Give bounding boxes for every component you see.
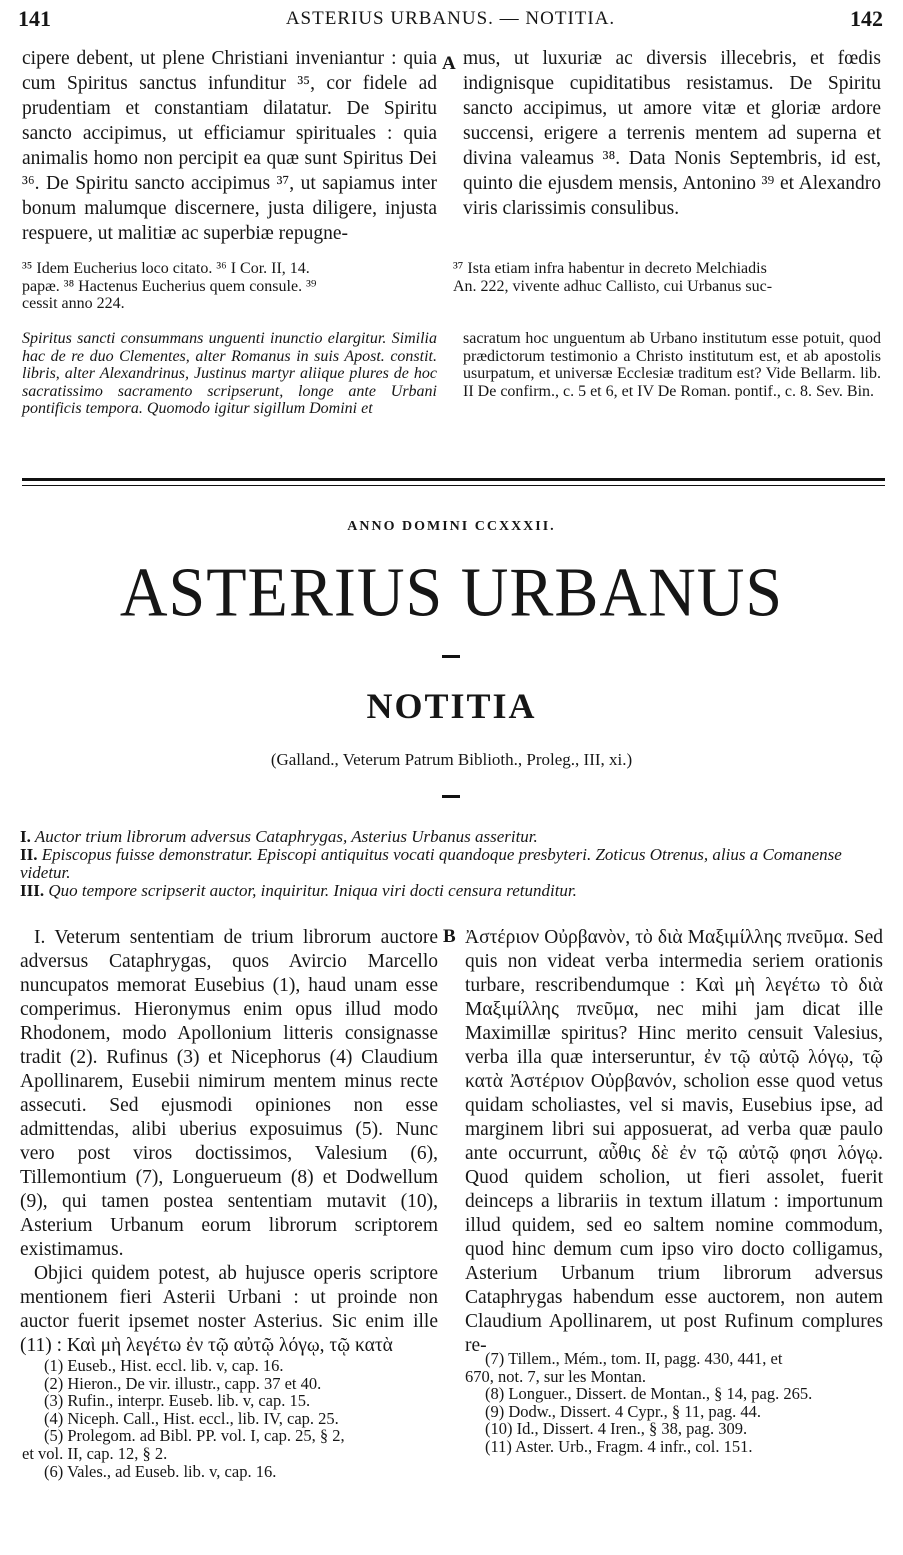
top-note-line: ³⁵ Idem Eucherius loco citato. ³⁶ I Cor. II, 14. — [22, 260, 310, 277]
top-notes-right — [453, 260, 883, 295]
footnote: (3) Rufin., interpr. Euseb. lib. v, cap. 15. — [44, 1391, 311, 1411]
subtitle: NOTITIA — [366, 686, 537, 726]
footnote: (5) Prolegom. ad Bibl. PP. vol. I, cap. 25, § 2, — [44, 1426, 345, 1446]
top-note-line: cessit anno 224. — [22, 295, 125, 312]
top-left-column — [22, 46, 437, 246]
footnote: (10) Id., Dissert. 4 Iren., § 38, pag. 309. — [485, 1419, 748, 1439]
body-right-column — [465, 926, 883, 1358]
source-citation: (Galland., Veterum Patrum Biblioth., Proleg., III, xi.) — [270, 750, 633, 769]
page-number-left: 141 — [18, 6, 51, 31]
separator-rule-thin — [22, 485, 885, 486]
footnote: (8) Longuer., Dissert. de Montan., § 14, pag. 265. — [485, 1384, 813, 1404]
page-number-right: 142 — [850, 6, 883, 31]
margin-letter-b: B — [443, 926, 456, 947]
footnote: (1) Euseb., Hist. eccl. lib. v, cap. 16. — [44, 1356, 284, 1375]
top-note-para-right — [463, 330, 881, 400]
top-right-text: mus, ut luxuriæ ac diversis illecebris, et fœdis indignisque cupiditatibus resistamus. De Spiritu sancto accipimus, ut amore vitæ et gloriæ ardore succensi, erigere a terrenis mentem ad superna et divina valeamus ³⁸. Data Nonis Septembris, id est, quinto die ejusdem mensis, Antonino ³⁹ et Alexandro viris clarissimis consulibus. — [463, 48, 881, 219]
top-note-para-left — [22, 330, 437, 418]
footnote: (11) Aster. Urb., Fragm. 4 infr., col. 151. — [485, 1436, 753, 1456]
top-notes-left — [22, 260, 437, 313]
footnote: 670, not. 7, sur les Montan. — [465, 1366, 647, 1386]
summary-item: I. Auctor trium librorum adversus Cataphrygas, Asterius Urbanus asseritur. — [20, 827, 538, 846]
summary-item: II. Episcopus fuisse demonstratur. Episcopi antiquitus vocati quandoque presbyteri. Zoticus Otrenus, alius a Comanense videtur. — [20, 845, 842, 882]
top-note-line: papæ. ³⁸ Hactenus Eucherius quem consule. ³⁹ — [22, 277, 317, 295]
footnote: (7) Tillem., Mém., tom. II, pagg. 430, 441, et — [485, 1349, 783, 1368]
summary-item: III. Quo tempore scripserit auctor, inquiritur. Iniqua viri docti censura retunditur. — [20, 881, 577, 900]
body-left-column — [20, 926, 438, 1358]
body-left-paragraph: I. Veterum sententiam de trium librorum auctore adversus Cataphrygas, quos Avircio Marcello nuncupatos memorat Eusebius (1), haud unam esse comperimus. Hieronymus enim opus illud modo Rhodonem, modo Apollonium litteris consignasse tradit (2). Rufinus (3) et Nicephorus (4) Claudium Apollinarem, Eusebii nimirum mentem minus recte assecuti. Sed ejusmodi opiniones non esse admittendas, alibi uberius exposuimus (5). Nunc vero post viros doctissimos, Valesium (6), Tillemontium (7), Longuerueum (8) et Dodwellum (9), qui tamen postea sententiam mutavit (10), Asterium Urbanum eorum librorum scriptorem existimamus. — [20, 927, 438, 1260]
title-dash — [442, 655, 460, 658]
body-left-paragraph: Objici quidem potest, ab hujusce operis scriptore mentionem fieri Asterii Urbani : ut proinde non auctor fuerit ipsemet noster Asterius. Sic enim ille (11) : Καὶ μὴ λεγέτω ἐν τῷ αὐτῷ λόγῳ, τῷ κατὰ — [20, 1263, 438, 1356]
main-title: ASTERIUS URBANUS — [119, 553, 784, 632]
footnote: (4) Niceph. Call., Hist. eccl., lib. IV, cap. 25. — [44, 1408, 339, 1428]
top-note-line: An. 222, vivente adhuc Callisto, cui Urbanus suc- — [453, 277, 773, 295]
footnote: (6) Vales., ad Euseb. lib. v, cap. 16. — [44, 1461, 277, 1481]
footnote: (2) Hieron., De vir. illustr., capp. 37 et 40. — [44, 1373, 322, 1393]
anno-domini: ANNO DOMINI CCXXXII. — [347, 519, 556, 534]
source-dash — [442, 795, 460, 798]
footnote: (9) Dodw., Dissert. 4 Cypr., § 11, pag. 44. — [485, 1401, 762, 1421]
footnote: et vol. II, cap. 12, § 2. — [22, 1443, 168, 1463]
body-right-paragraph: Ἀστέριον Οὐρβανὸν, τὸ διὰ Μαξιμίλλης πνεῦμα. Sed quis non videat verba intermedia seriem orationis turbare, rescribendumque : Καὶ μὴ λεγέτω τὸ διὰ Μαξιμίλλης πνεῦμα, nec mihi jam dicat ille Maximillæ spiritus? Hinc merito censuit Valesius, verba illa quæ interseruntur, ἐν τῷ αὐτῷ λόγῳ, τῷ κατὰ Ἀστέριον Οὐρβανόν, scholion esse quod vetus quidam scholiastes, vel si mavis, Eusebius ipse, ad marginem libri sui apposuerat, ad verba quæ paulo ante occurrunt, αὖθις δὲ ἐν τῷ αὐτῷ φησι λόγῳ. Quod quidem scholion, ut fieri assolet, fuerit deinceps a librariis in textum illatum : importunum illud quidem, sed eo saltem nomine commodum, quod hinc demum cum ipso viro docto colligamus, Asterium Urbanum trium librorum adversus Cataphrygas habendum esse auctorem, non autem Claudium Apollinarem, ut post Rufinum complures re- — [465, 927, 883, 1356]
margin-letter-a: A — [442, 53, 456, 74]
running-title: ASTERIUS URBANUS. — NOTITIA. — [285, 8, 616, 29]
summary — [20, 828, 885, 900]
footnotes-right — [465, 1350, 885, 1456]
running-header — [18, 6, 883, 34]
top-right-column — [463, 46, 881, 221]
top-note-para-right-text: sacratum hoc unguentum ab Urbano institutum esse potuit, quod prædictorum testimonio a Christo institutum est, et ab apostolis usurpatum, et universæ Ecclesiæ traditum est? Vide Bellarm. lib. II De confirm., c. 5 et 6, et IV De Roman. pontif., c. 8. Sev. Bin. — [463, 330, 881, 400]
top-note-line: ³⁷ Ista etiam infra habentur in decreto Melchiadis — [453, 260, 767, 277]
footnotes-left — [22, 1357, 437, 1480]
top-note-para-left-text: Spiritus sancti consummans unguenti inunctio elargitur. Similia hac de re duo Clementes, alter Romanus in suis Apost. constit. libris, alter Alexandrinus, Justinus martyr aliique plures de hoc sacratissimo sacramento scripserunt, longe ante Urbani pontificis tempora. Quomodo igitur sigillum Domini et — [22, 330, 437, 417]
top-left-text: cipere debent, ut plene Christiani inveniantur : quia cum Spiritus sanctus infunditur ³⁵, cor fidele ad prudentiam et constantiam dilatatur. De Spiritu sancto accipimus, ut efficiamur spirituales : quia animalis homo non percipit ea quæ sunt Spiritus Dei ³⁶. De Spiritu sancto accipimus ³⁷, ut sapiamus inter bonum malumque discernere, justa diligere, injusta respuere, ut malitiæ ac superbiæ repugne- — [22, 48, 437, 244]
separator-rule-thick — [22, 478, 885, 481]
